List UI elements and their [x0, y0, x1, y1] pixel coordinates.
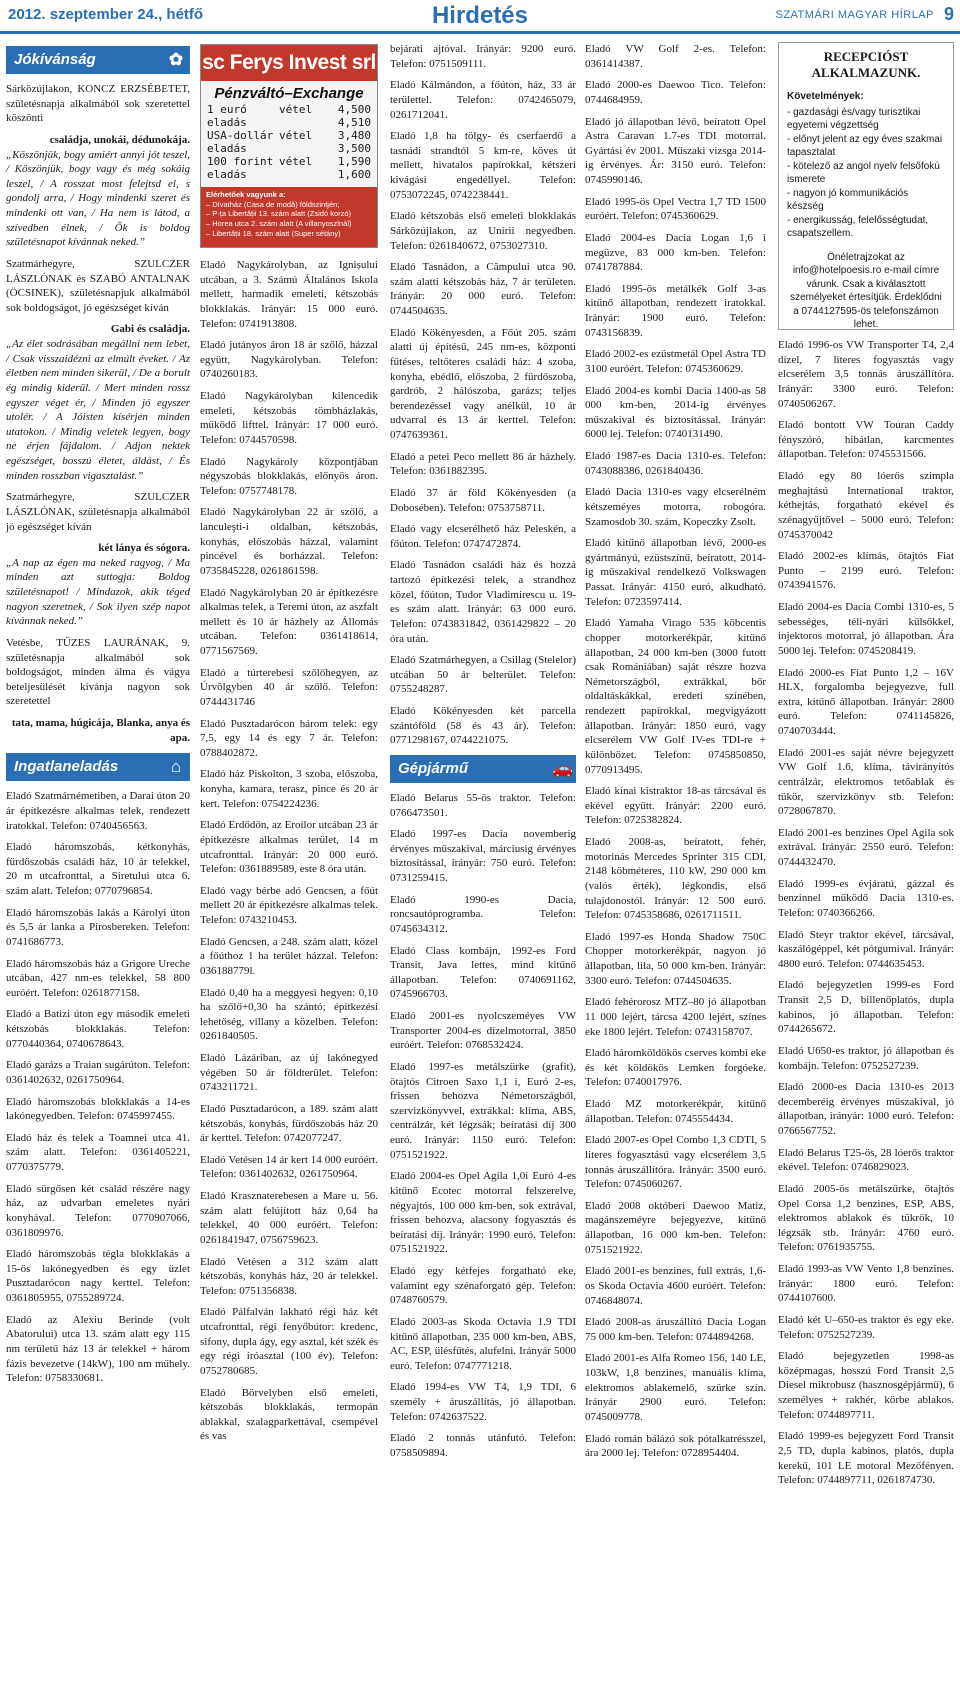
greeting-poem: „Az élet sodrásában megállni nem lebet, / Csak visszaidézni az elmúlt éveket. / Az életben nem minden sikerül, / De a borult ég mindig kiderül. / Mert minden rossz egyszer véget ér, / Minden jó egyszer utolér. / A Jóisten kísérjen minden utatokon. / Mindig veletek legyen, bogy ne érjen fájdalom. / Adjon nektek egészséget, bosszú életet, áldást, / És minden rosszban vigasztalást.” — [6, 338, 190, 482]
locations-title: Elérhetőek vagyunk a: — [206, 189, 286, 199]
classified-ad: Eladó Nagykárolyban, az Ignișului utcában, a 3. Számú Általános Iskola mellett, harmadik emeleti, kétszobás blokklakás. Irányár: 15 000 euró. Telefon: 0741913808. — [200, 259, 378, 330]
exchange-title: Pénzváltó–Exchange — [214, 85, 364, 102]
classified-ad: Eladó kínai kistraktor 18-as tárcsával és ekével együtt. Irányár: 2200 euró. Telefon: 0725382824. — [585, 785, 766, 827]
column-4 — [585, 42, 766, 1460]
rate-val: 4,510 — [337, 115, 371, 129]
classified-ad: Eladó a túrterebesi szőlőhegyen, az Úrvölgyben 40 ár szőlő. Telefon: 0744431746 — [200, 666, 378, 708]
requirements-label: Követelmények: — [787, 91, 864, 103]
rate-val: 1,600 — [337, 167, 371, 181]
listing-group — [778, 338, 954, 1488]
classified-ad: Eladó 2003-as Skoda Octavia 1.9 TDI kitűnő állapotban, 235 000 km-ben, ABS, AC, ESP, ülésfűtés, alufelni. Irányár 5000 euró. Telefon: 0747771218. — [390, 1315, 576, 1372]
classified-ad: Eladó 1997-es Honda Shadow 750C Chopper motorkerékpár, nagyon jó állapotban, lila, 50 000 km-ben. Irányár: 3300 euró. Telefon: 0744504635. — [585, 930, 766, 987]
classified-ad: Eladó az Alexiu Berinde (volt Abatorului) utca 13. szám alatt egy 115 nm területű ház 13 ár telekkel + három fázis bevezetve (14kW), 100 nm műhely. Telefon: 0758330681. — [6, 1313, 190, 1385]
classified-ad: Eladó Nagykárolyban 22 ár szőlő, a lanculeşti-i oldalban, kétszobás, konyhás, előszobás házzal, valamint pincével és borházzal. Telefon: 0735845228, 0261861598. — [200, 506, 378, 577]
classified-ad: Eladó háromszobás, kétkonyhás, fürdőszobás családi ház, 10 ár telekkel, 20 m utcafronttal, a Siretului utca 6. szám alatt. Telefon: 0770796854. — [6, 841, 190, 897]
classified-ad: Eladó Yamaha Virago 535 köbcentis chopper motorkerékpár, kitűnő állapotban, 24 000 km-ben (3000 futott csak Romániában) saját részre hozva Németországból, extrákkal, bőr oldaltáskákkal, eredeti színében, rendezett papírokkal, megvigyázott állapotban. Irányár: 1850 euró, vagy elcserélem VW Golf IV-es TDI-re + különbözet. Telefon: 0745850850, 0770913495. — [585, 617, 766, 776]
rate-val: 1,590 — [337, 154, 371, 168]
greeting-poem: „A nap az égen ma neked ragyog, / Ma minden azt suttogja: Boldog születésnapot! / Mindazok, akik téged nagyon szeretnek, / Sok ilyen szép napot kívánnak neked.” — [6, 556, 190, 628]
rate-val: 3,480 — [337, 128, 371, 142]
classified-ad: Eladó 2000-es Fiat Punto 1,2 – 16V HLX, forgalomba bejegyezve, full extra, kitűnő állapotban. Irányár: 2800 euró. Telefon: 0741145826, 0740703444. — [778, 666, 954, 737]
location-line: – Libertății 18. szám alatt (Super sétány) — [206, 228, 341, 238]
classified-ad: Eladó 2001-es benzines, full extrás, 1,6-os Skoda Octavia 4600 euróért. Telefon: 0746848074. — [585, 1265, 766, 1307]
requirements-list — [787, 106, 945, 241]
classified-ad: Eladó Belarus T25-ös, 28 lóerős traktor ekével. Telefon: 0746829023. — [778, 1146, 954, 1174]
classified-ad: Eladó jó állapotban lévő, beíratott Opel Astra Caravan 1.7-es TDI motorral. Gyártási év 2001. Műszaki vizsga 2014-ig érvényes. Ár: 3150 euró. Telefon: 0745990146. — [585, 115, 766, 186]
locations-list — [206, 200, 372, 239]
classified-ad: Eladó Tasnádon családi ház és hozzá tartozó építkezési telek, a strandhoz közel, főúton, Tudor Vladimirescu u. 19-es szám alatt. Irányár: 63 000 euró. Telefon: 0743831842, 0361429822 – 20 óra után. — [390, 559, 576, 645]
location-line: – Dívatház (Casa de modă) földszintjén; — [206, 199, 340, 209]
classified-ad: Eladó 1993-as VW Vento 1,8 benzines. Irányár: 1800 euró. Telefon: 0744107600. — [778, 1263, 954, 1305]
classified-ad: Eladó bejegyzetlen 1999-es Ford Transit 2,5 D, billenőplatós, dupla kabinos, jó állapotban. Telefon: 0744265672. — [778, 979, 954, 1036]
section-label: Gépjármű — [398, 759, 469, 777]
page-header — [0, 0, 960, 34]
listing-group — [585, 42, 766, 1461]
classified-ad: Eladó háromszobás blokklakás a 14-es lakónegyedben. Telefon: 0745997455. — [6, 1095, 190, 1123]
greeting-signature: tata, mama, húgicája, Blanka, anya és apa. — [11, 717, 190, 744]
rate-val: 4,500 — [337, 103, 371, 116]
listing-group — [390, 791, 576, 1461]
classified-ad: Eladó a petei Peco mellett 86 ár házhely. Telefon: 0361882395. — [390, 450, 576, 478]
rate-cur: eladás — [207, 141, 247, 155]
exchange-rate-row — [207, 169, 371, 182]
classified-ad: Eladó Börvelyben első emeleti, kétszobás blokklakás, termopán ablakkal, szalagparkettával, csempével és vas — [200, 1386, 378, 1443]
classified-ad: Eladó sürgősen két család részére nagy ház, az udvarban emeletes nyári konyhával. Telefon: 0770907066, 0361809976. — [6, 1182, 190, 1239]
section-label: Jókívánság — [14, 51, 96, 68]
classified-ad: Eladó U650-es traktor, jó állapotban és kombájn. Telefon: 0752527239. — [778, 1044, 954, 1072]
classified-ad: Eladó ház és telek a Toamnei utca 41. szám alatt. Telefon: 0361405221, 0770375779. — [6, 1131, 190, 1173]
rate-type — [279, 143, 338, 156]
rate-val: 3,500 — [337, 141, 371, 155]
requirement-item: - energikusság, felelősségtudat, csapatszellem. — [787, 214, 929, 240]
requirement-item: - kötelező az angol nyelv felsőfokú ismerete — [787, 160, 940, 186]
classified-ad: Eladó jutányos áron 18 ár szőlő, házzal együtt, Nagykárolyban. Telefon: 0740260183. — [200, 339, 378, 381]
greeting-text: Sárközújlakon, KONCZ ERZSÉBETET, születésnapja alkalmából sok szeretettel köszönti — [6, 83, 190, 125]
classified-ad: Eladó Gencsen, a 248. szám alatt, közel a főúthoz 1 ha terület házzal. Telefon: 036188779l. — [200, 935, 378, 977]
ferys-logo: sc Ferys Invest srl — [201, 45, 377, 81]
greeting-text: Vetésbe, TŰZES LAURÁNAK, 9. születésnapja alkalmából sok boldogságot, minden álma és vágya beteljesülését kívánja nagyon sok szeretettel — [6, 636, 190, 708]
classified-ad: Eladó 1995-ös metálkék Golf 3-as kitűnő állapotban, rendezett iratokkal. Irányár: 1900 euró. Telefon: 0743156839. — [585, 282, 766, 339]
classified-ad: Eladó 1990-es Dacia, roncsautóprogramba. Telefon: 0745634312. — [390, 893, 576, 935]
listing-group — [6, 789, 190, 1386]
classified-ad: Eladó Nagykároly központjában négyszobás blokklakás, előnyös áron. Telefon: 0757748178. — [200, 455, 378, 497]
classified-ad: Eladó 1,8 ha tölgy- és cserfaerdő a tasnádi strandtól 5 km-re, köves út mellett, hivatalos papírokkal, kétszeri kivágási engedéllyel. Telefon: 0753072245, 0742238441. — [390, 130, 576, 201]
rate-type — [279, 169, 338, 182]
classified-ad: Eladó 2004-es Dacia Logan 1,6 i megüzve, 83 000 km-ben. Telefon: 0741787884. — [585, 231, 766, 274]
classified-ad: Eladó 1994-es VW T4, 1,9 TDI, 6 személy + áruszállítás, jó állapotban. Telefon: 0742637522. — [390, 1381, 576, 1423]
classified-ad: Eladó román bálázó sok pótalkatrésszel, ára 2000 lej. Telefon: 0728954404. — [585, 1432, 766, 1460]
flower-icon: ✿ — [168, 50, 184, 69]
classified-ad: Eladó 1995-ös Opel Vectra 1,7 TD 1500 euróért. Telefon: 0745360629. — [585, 195, 766, 223]
classified-ad: Eladó Vetésen 14 ár kert 14 000 euróért. Telefon: 0361402632, 0261750964. — [200, 1153, 378, 1181]
classified-ad: Eladó bontott VW Touran Caddy fényszóró, hibátlan, karcmentes állapotban. Telefon: 0745531566. — [778, 419, 954, 461]
location-line: – Horea utca 2. szám alatt (A villanyoszlnál) — [206, 219, 352, 229]
classified-ad: Eladó 2002-es ezüstmetál Opel Astra TD 3100 euróért. Telefon: 0745360629. — [585, 348, 766, 375]
classified-ad: Eladó vagy bérbe adó Gencsen, a főút mellett 20 ár építkezésre alkalmas telek. Telefon: 0743210453. — [200, 884, 378, 926]
listing-group — [200, 258, 378, 1444]
classified-ad: Eladó 2001-es saját névre bejegyzett VW Golf 1.6, klíma, távirányítós centrálzár, elektromos tetőablak és tükör, szervizkönyv stb. Telefon: 0728067870. — [778, 746, 954, 818]
classified-ad: Eladó Dacia 1310-es vagy elcserélném kétszeméyes motorra, robogóra. Szamosdob 30. szám, Kopeczky Zsolt. — [585, 486, 766, 528]
greeting-signature: családja, unokái, dédunokája. — [49, 133, 190, 146]
classified-ad: Eladó egy 80 lóerős szimpla meghajtású International traktor, kéthejtás, forgatható ekével és szénagyűjtővel – 5000 euró. Telefon: 0745370042 — [778, 470, 954, 541]
classified-ad: Eladó 2004-es kombi Dacia 1400-as 58 000 km-ben, 2014-ig érvényes műszakival és biztosítással. Irányár: 6000 lej. Telefon: 0740131490. — [585, 384, 766, 441]
classified-ad: Eladó fehérorosz MTZ–80 jó állapotban 11 000 lejért, tárcsa 4200 lejért, színes eke 1800 lejért. Telefon: 0743158707. — [585, 996, 766, 1038]
classified-ad: Eladó Lázáriban, az új lakónegyed végében 50 ár földterület. Telefon: 0743211721. — [200, 1052, 378, 1094]
classified-ad: Eladó Nagykárolyban 20 ár építkezésre alkalmas telek, a Teremi úton, az aszfalt mellett és 10 ár házhely az Állomás utcában. Telefon: 0361418614, 0771567569. — [200, 586, 378, 657]
classified-ad: Eladó Szatmárnémetiben, a Darai úton 20 ár építkezésre alkalmas telek, rendezett iratokkal. Telefon: 0740456563. — [6, 790, 190, 832]
classified-ad: Eladó 37 ár föld Kökényesden (a Dobosében). Telefon: 0753758711. — [390, 486, 576, 514]
classified-ad: Eladó Belarus 55-ös traktor. Telefon: 0766473501. — [390, 791, 576, 819]
requirement-item: - nagyon jó kommunikációs készség — [787, 187, 909, 213]
classified-ad: bejárati ajtóval. Irányár: 9200 euró. Telefon: 0751509111. — [390, 43, 576, 70]
classified-ad: Eladó 2 tonnás utánfutó. Telefon: 0758509894. — [390, 1432, 576, 1459]
requirement-item: - gazdasági és/vagy turisztikai egyetemi végzettség — [787, 106, 921, 132]
classified-ad: Eladó háromköldökös cserves kombi eke és két köldökös Lemken forgóeke. Telefon: 0740017976. — [585, 1047, 766, 1089]
classified-ad: Eladó garázs a Traian sugárúton. Telefon: 0361402632, 0261750964. — [6, 1059, 190, 1086]
greeting-text: Szatmárhegyre, SZULCZER LÁSZLÓNAK és SZABÓ ANTALNAK (ÖCSINEK), születésnapjuk alkalmából sok boldogságot, jó egészséget kíván — [6, 257, 190, 314]
exchange-rate-row — [207, 117, 371, 130]
recruitment-title: RECEPCIÓST ALKALMAZUNK. — [811, 49, 921, 80]
classified-ad: Eladó 2004-es Opel Agila 1,0i Euró 4-es kitűnő Ecotec motorral felszerelve, négyajtós, 100 000 km-ben, sok extrával, frissen behozva, alacsony fogyasztás és beíratási díj. Irányár: 1990 euró. Telefon: 0751521922. — [390, 1170, 576, 1256]
exchange-locations — [201, 187, 377, 247]
exchange-rate-row — [207, 143, 371, 156]
classified-ad: Eladó 0,40 ha a meggyesi hegyen: 0,10 ha szőlő+0,30 ha szántó; építkezési lehetőség, villany a közelben. Telefon: 0261840505. — [200, 986, 378, 1043]
listing-group — [390, 42, 576, 748]
section-header-ingatlan — [6, 753, 190, 781]
rate-type: vétel — [279, 154, 313, 168]
requirement-item: - előnyt jelent az egy éves szakmai tapasztalat — [787, 133, 943, 159]
section-label: Ingatlaneladás — [14, 758, 119, 776]
classified-ad: Eladó 1997-es Dacia novemberig érvényes műszakival, márciusig érvényes biztosítással, irányár: 750 euró. Telefon: 0731259415. — [390, 828, 576, 884]
rate-type — [279, 117, 338, 130]
issue-date: 2012. szeptember 24., hétfő — [8, 6, 204, 23]
section-header-gepjarmu — [390, 755, 576, 783]
classified-ad: Eladó egy kétfejes forgatható eke, valamint egy szénaforgató gép. Telefon: 0748760579. — [390, 1265, 576, 1307]
section-header-jokivansag — [6, 46, 190, 74]
exchange-advertisement — [200, 44, 378, 248]
classified-ad: Eladó Class kombájn, 1992-es Ford Transit, Java lettes, mind kitűnő állapotban. Telefon: 0740691162, 0745966703. — [390, 944, 576, 1001]
greeting-text: Szatmárhegyre, SZULCZER LÁSZLÓNAK, születésnapja alkalmából jó egészséget kíván — [6, 491, 190, 533]
newspaper-name: SZATMÁRI MAGYAR HÍRLAP — [775, 9, 934, 21]
classified-ad: Eladó 1999-es bejegyzett Ford Transit 2,5 TD, dupla kabinos, platós, dupla kerekű, 101 LE motoral Mezőfényen. Telefon: 0744897711, 0261874730. — [778, 1430, 954, 1487]
classified-ad: Eladó 2000-es Dacia 1310-es 2013 decemberéig érvényes műszakival, jó állapotban, irányár: 1000 euró. Telefon: 0766567752. — [778, 1081, 954, 1137]
classified-ad: Eladó Steyr traktor ekével, tárcsával, kaszálógéppel, két pótgumival. Irányár: 4800 euró. Telefon: 0744635453. — [778, 928, 954, 970]
greeting-poem: „Köszönjük, bogy amiért annyi jót teszel, / Köszönjük, bogy vagy és még sokáig leszel, / A rosszat most felejtsd el, s gondolj arra, / Hogy mindenki szeret és mindenki ott van, / Ha nem is látod, a szívedben élnek, / Ők is boldog születésnapot kívánnak neked.” — [6, 148, 190, 249]
classified-ad: Eladó Kökényesden két parcella szántóföld (58 és 43 ár). Telefon: 0771298167, 0744221075. — [390, 705, 576, 747]
exchange-rate-row — [207, 156, 371, 169]
classified-ad: Eladó Krasznaterebesen a Mare u. 56. szám alatt felújított ház 0,64 ha telekkel, 40 000 euróért. Telefon: 0261841947, 0756759623. — [200, 1190, 378, 1246]
classified-ad: Eladó 2002-es klímás, ötajtós Fiat Punto – 2199 euró. Telefon: 0743941576. — [778, 550, 954, 592]
house-icon: ⌂ — [170, 757, 182, 777]
column-5 — [778, 338, 954, 1683]
column-2 — [200, 258, 378, 1603]
greeting-signature: két lánya és sógora. — [98, 542, 190, 555]
classified-ad: Eladó háromszobás ház a Grigore Ureche utcában, 427 nm-es telekkel, 58 800 euróért. Telefon: 0261877158. — [6, 957, 190, 999]
classified-ad: Eladó bejegyzetlen 1998-as középmagas, hosszú Ford Transit 2,5 Diesel mikrobusz (hasznosgépjármű), 6 személyes + rakhér, körbe ablakos. Telefon: 0744897711. — [778, 1350, 954, 1421]
rate-type: vétel — [279, 128, 313, 142]
classified-ad: Eladó Tasnádon, a Câmpului utca 90. szám alatti kétszobás ház, 7 ár területen. Irányár: 20 000 euró. Telefon: 0744504635. — [390, 261, 576, 317]
classified-ad: Eladó 1997-es metálszürke (grafit), ötajtós Citroen Saxo 1,1 i, Euró 2-es, frissen behozva Németországból, szervizkönyvvel, extrákkal: klíma, ABS, centrálzár, két légzsák; beíratási díj 300 euró. Irányár: 1150 euró. Telefon: 0751521922. — [390, 1060, 576, 1161]
classified-ad: Eladó 1987-es Dacia 1310-es. Telefon: 0743088386, 0261840436. — [585, 450, 766, 477]
classified-ad: Eladó Szatmárhegyen, a Csillag (Stelelor) utcában 50 ár belterület. Telefon: 0755248287. — [390, 654, 576, 696]
location-line: – P-ța Libertății 13. szám alatt (Zsidó korzó) — [206, 209, 352, 219]
classified-ad: Eladó 2005-ös metálszürke, ötajtós Opel Corsa 1,2 benzines, ESP, ABS, elektromos ablakok és tükrök, 10 légzsák stb. Irányár: 4760 euró. Telefon: 0761935755. — [778, 1182, 954, 1254]
classified-ad: Eladó kétszobás első emeleti blokklakás Sárközújlakon, az Unirii negyedben. Telefon: 0261840672, 0753027310. — [390, 210, 576, 252]
classified-ad: Eladó 2004-es Dacia Combi 1310-es, 5 sebességes, téli-nyári kűlsőkkel, injektoros motorral, jó állapotban. Ára 5000 lej. Telefon: 0745208419. — [778, 601, 954, 657]
rate-cur: 1 euró — [207, 103, 247, 116]
classified-ad: Eladó Nagykárolyban kilencedik emeleti, kétszobás tömbházlakás, működő lifttel. Irányár: 17 000 euró. Telefon: 0744570598. — [200, 390, 378, 446]
classified-ad: Eladó Pálfalván lakható régi ház két utcafronttal, régi fenyőbútor: kredenc, sifony, dupla ágy, egy asztal, két szék és egy régi íróasztal (100 év). Telefon: 0752780685. — [200, 1306, 378, 1377]
classified-ad: Eladó Kálmándon, a főúton, ház, 33 ár területtel. Telefon: 0742465079, 0261712041. — [390, 79, 576, 121]
classified-ad: Eladó Pusztadarócon három telek: egy 7,5, egy 14 és egy 7 ár. Telefon: 0788402872. — [200, 717, 378, 759]
classified-ad: Eladó 2001-es benzines Opel Agila sok extrával. Irányár: 2550 euró. Telefon: 0744432470. — [778, 826, 954, 868]
column-3 — [390, 42, 576, 1459]
classified-ad: Eladó 2000-es Daewoo Tico. Telefon: 0744684959. — [585, 79, 766, 106]
classified-ad: Eladó 2001-es nyolcszeméyes VW Transporter 2004-es dízelmotorral, 3850 euróért. Telefon: 0768532424. — [390, 1010, 576, 1052]
rate-cur: eladás — [207, 115, 247, 129]
classified-ad: Eladó Erdődön, az Eroilor utcában 23 ár építkezésre alkalmas terület, 14 m utcafronttal. Irányár: 20 000 euró. Telefon: 0361889589, este 8 óra után. — [200, 819, 378, 876]
recruitment-contact: Önéletrajzokat az info@hotelpoesis.ro e-mail címre várunk. Csak a kiválasztott személyeket értesítjük. Érdeklődni a 0744127595-ös telefonszámon lehet. — [790, 251, 942, 331]
classified-ad: Eladó 2008 októberi Daewoo Matiz, magánszeméyre bejegyezve, kitűnő állapotban, 16 000 km-ben. Telefon: 0751521922. — [585, 1199, 766, 1256]
classified-ad: Eladó háromszobás lakás a Károlyi úton és 5,5 ár lanka a Pirosbereken. Telefon: 0741686773. — [6, 906, 190, 948]
classified-ad: Eladó a Batizi úton egy második emeleti kétszobás blokklakás. Telefon: 0770440364, 0740678643. — [6, 1008, 190, 1050]
greeting-signature: Gabi és családja. — [110, 323, 190, 336]
rate-cur: eladás — [207, 167, 247, 181]
classified-ad: Eladó kitűnő állapotban lévő, 2000-es gyártmányú, ezüstszínű, beíratott, 2014-ig műszakival rendelkező Volkswagen Passat. Irányár: 4150 euró, alkudható. Telefon: 0723597414. — [585, 537, 766, 608]
classified-ad: Eladó 2007-es Opel Combo 1,3 CDTI, 5 literes fogyasztású vagy elcserélem 3,5 tonnás áruszállítóra. Irányár: 3500 euró. Telefon: 0745060267. — [585, 1134, 766, 1191]
classified-ad: Eladó Kökényesden, a Főút 205. szám alatti új építésű, 245 nm-es, központi fűtéses, teltőteres családi ház: 4 szoba, konyha, ebédlő, előszoba, 2 fürdőszoba, gardrób, 2 hálószoba, garázs; teljes berendezéssel vagy anélkül, 10 ár udvarral és 13 ár kerttel. Telefon: 0747639361. — [390, 326, 576, 441]
classified-ad: Eladó 2008-as, beíratott, fehér, motorinás Mercedes Sprinter 315 CDI, 2148 köbméteres, 110 kW, 290 000 km (valós érték), légkondis, első tulajdonostól. Irányár: 12 500 euró. Telefon: 0745358686, 0261711511. — [585, 836, 766, 922]
classified-ad: Eladó vagy elcserélhető ház Peleskén, a főúton. Telefon: 0747472874. — [390, 523, 576, 550]
classified-ad: Eladó két U–650-es traktor és egy eke. Telefon: 0752527239. — [778, 1313, 954, 1341]
rate-type: vétel — [279, 103, 313, 116]
classified-ad: Eladó 1999-es évjáratú, gázzal és benzinnel működő Dacia 1310-es. Telefon: 0740366266. — [778, 877, 954, 919]
rate-cur: 100 forint — [207, 154, 274, 168]
classified-ad: Eladó Pusztadarócon, a 189. szám alatt kétszobás, konyhás, fürdőszobás ház 20 ár kerttel. Telefon: 0742077247. — [200, 1102, 378, 1145]
rate-cur: USA-dollár — [207, 128, 274, 142]
classified-ad: Eladó MZ motorkerékpár, kitűnő állapotban. Telefon: 0745554434. — [585, 1098, 766, 1125]
classified-ad: Eladó 2008-as áruszállító Dacia Logan 75 000 km-ben. Telefon: 0744894268. — [585, 1316, 766, 1343]
classified-ad: Eladó VW Golf 2-es. Telefon: 0361414387. — [585, 43, 766, 70]
classified-ad: Eladó háromszobás tégla blokklakás a 15-ös lakónegyedben és egy üzlet Pusztadarócon nagy kerttel. Telefon: 0361805955, 0755289724. — [6, 1248, 190, 1304]
section-title: Hirdetés — [431, 2, 529, 29]
car-icon: 🚗 — [552, 758, 574, 778]
classified-ad: Eladó 1996-os VW Transporter T4, 2,4 dízel, 7 literes fogyasztás vagy elcserélem 3,5 tonnás áruszállítóra. Irányár: 3300 euró. Telefon: 0740506267. — [778, 339, 954, 410]
recruitment-advertisement — [778, 42, 954, 330]
classified-ad: Eladó Vetésen a 312 szám alatt kétszobás, konyhás ház, 20 ár telekkel. Telefon: 0751356838. — [200, 1255, 378, 1297]
exchange-rate-table — [201, 104, 377, 182]
column-1 — [6, 42, 190, 1387]
page-number: 9 — [943, 4, 954, 24]
classified-ad: Eladó 2001-es Alfa Romeo 156, 140 LE, 103kW, 1,8 benzines, manuális klíma, elektromos ablakemelő, szürke szín. Irányár 2900 euró. Telefon: 0745009778. — [585, 1352, 766, 1423]
classified-ad: Eladó ház Piskolton, 3 szoba, előszoba, konyha, kamara, terasz, pince és 20 ár kert. Telefon: 0754224236. — [200, 768, 378, 810]
exchange-rate-row — [207, 130, 371, 143]
